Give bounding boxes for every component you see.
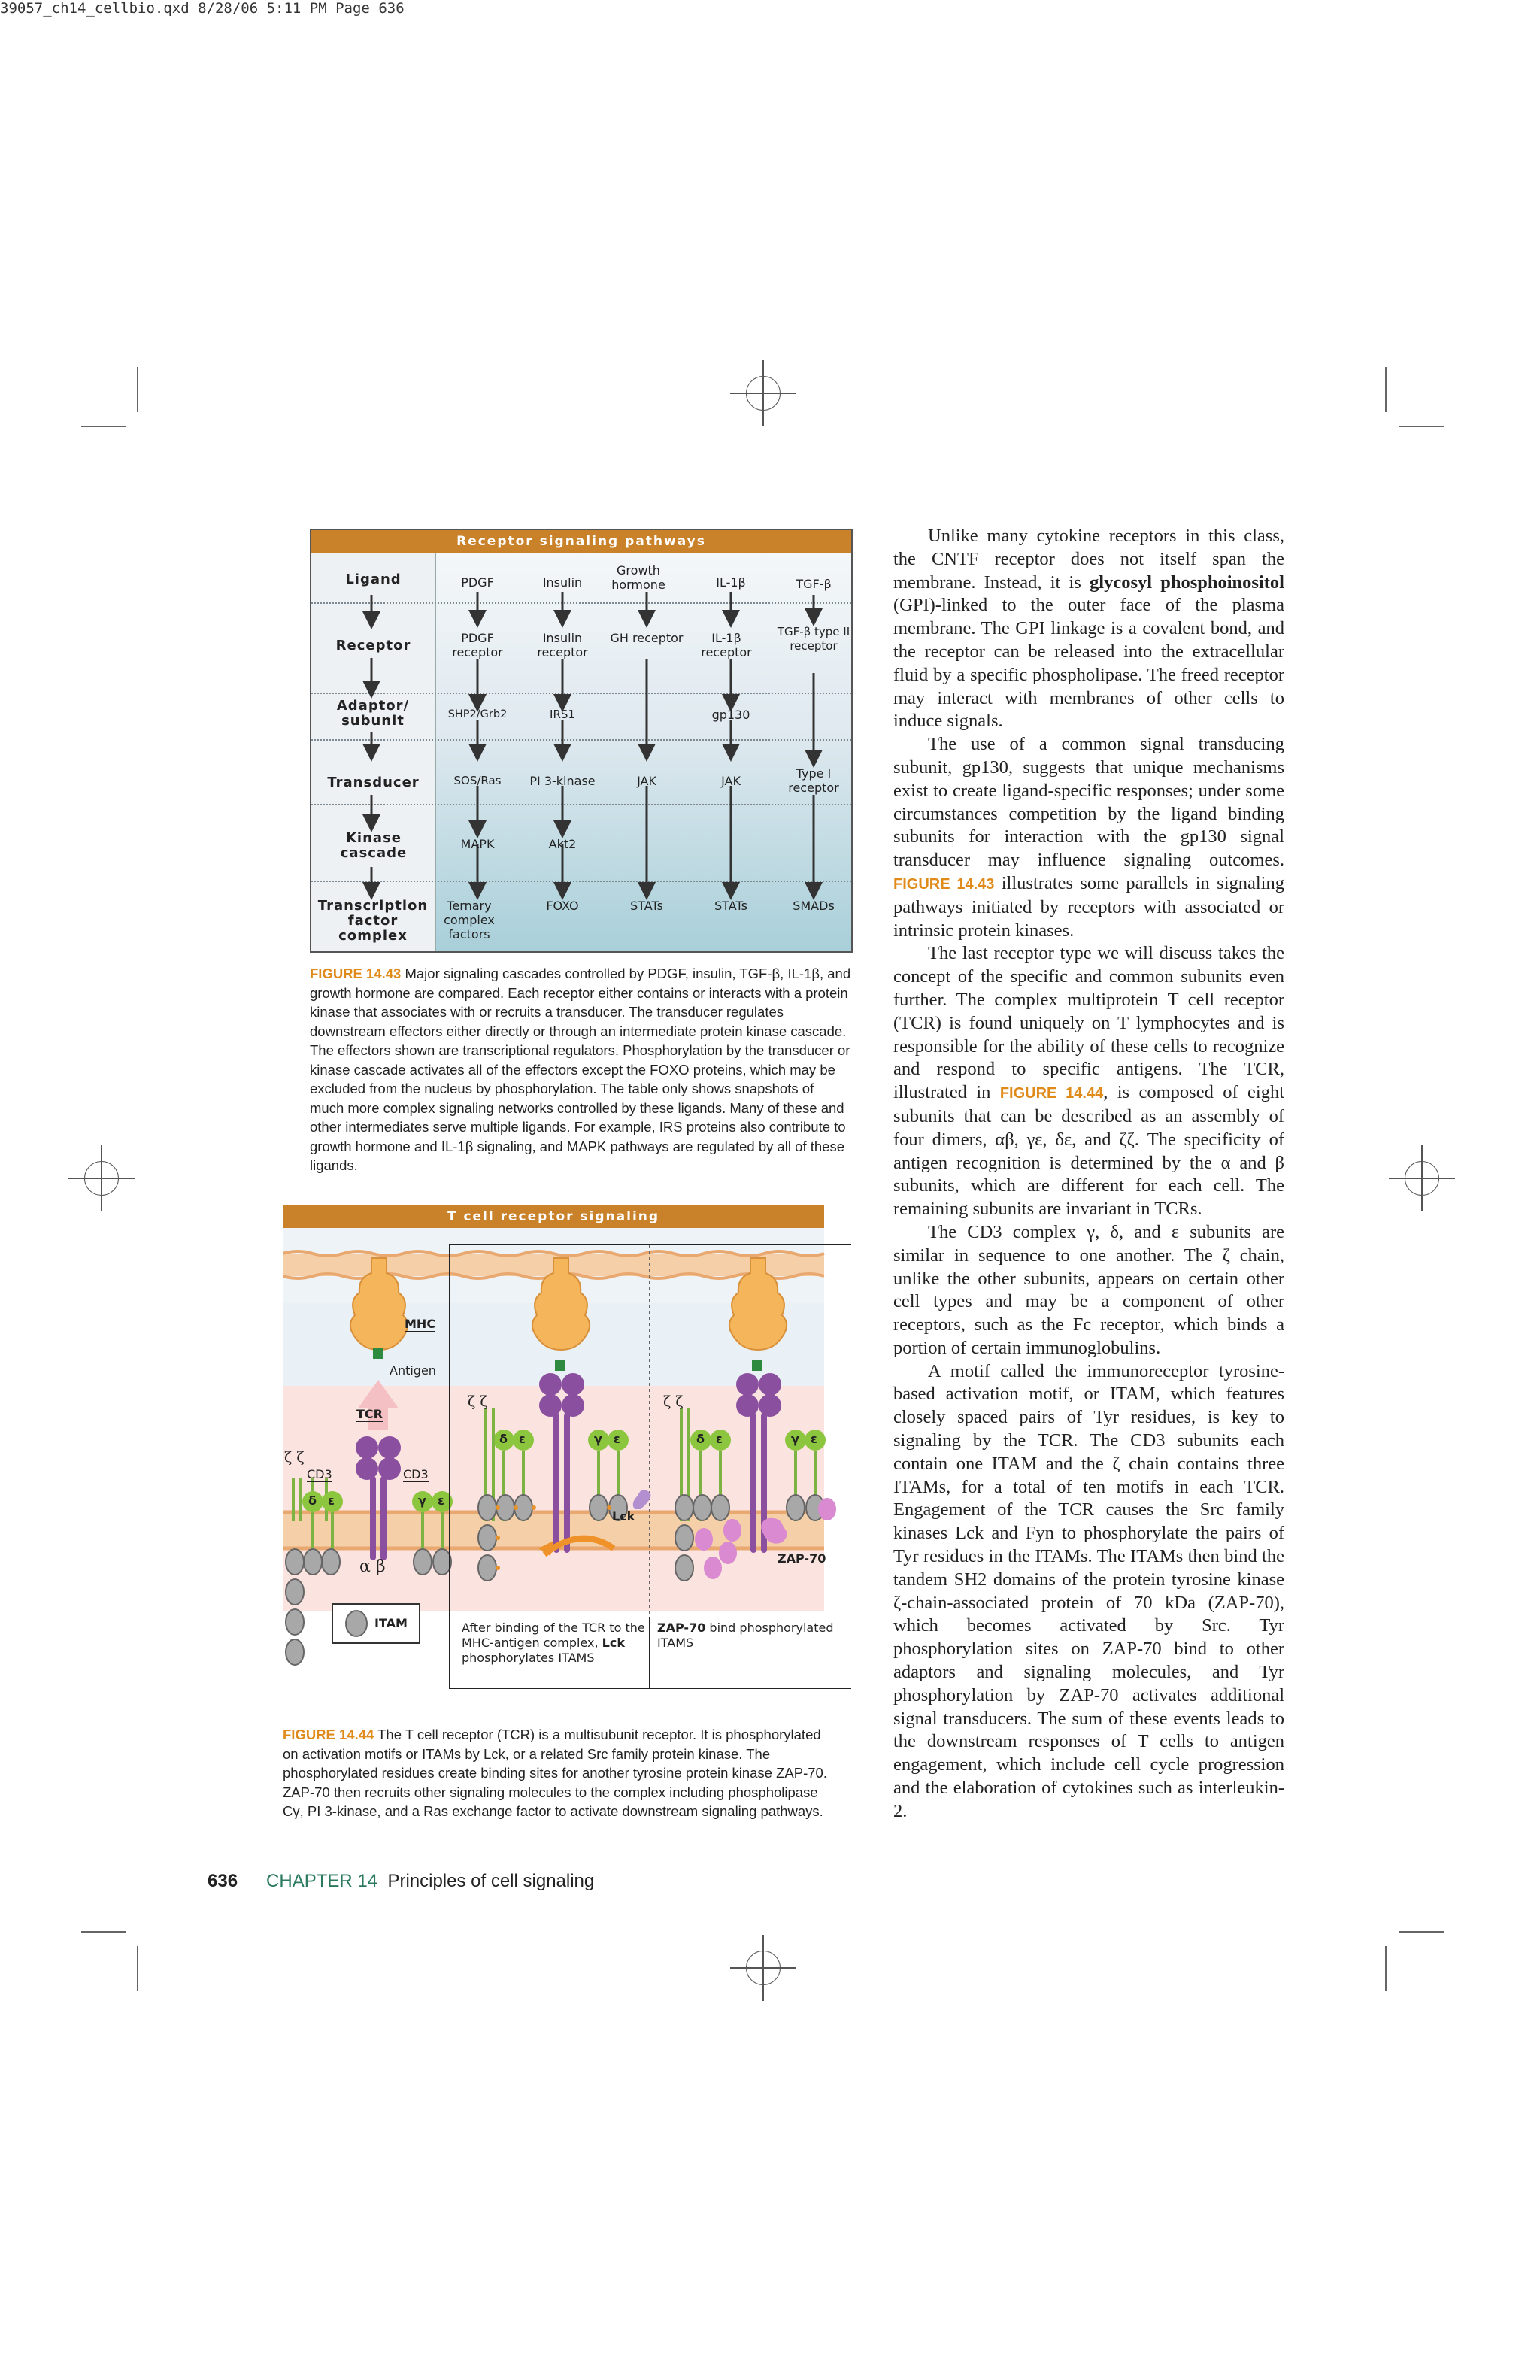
tf-il1b: STATs (714, 899, 747, 913)
trim-mark (81, 426, 126, 427)
tcr-diagram (283, 1205, 851, 1690)
delta-label: δ (696, 1432, 705, 1446)
transducer-insulin: PI 3-kinase (529, 774, 596, 788)
cd3-left-label: CD3 (307, 1467, 332, 1481)
delta-label: δ (308, 1493, 317, 1508)
trim-mark (137, 367, 138, 412)
paragraph: Unlike many cytokine receptors in this class, the CNTF receptor does not itself span the membrane. Instead, it is glycosyl phosphoinositol (GPI)-linked to the outer face of the plasma membrane. The GPI linkage is a covalent bond, and the receptor can be released into the extracellular fluid by a specific phospholipase. The freed receptor may interact with membranes of other cells to induce signals. (893, 526, 1284, 732)
trim-mark (81, 1931, 126, 1933)
caption-text: Major signaling cascades controlled by PDGF, insulin, TGF-β, IL-1β, and growth hormone are compared. Each receptor either contains or interacts with a protein kinase that associates with or recruits a transducer. The transducer regulates downstream effectors either directly or through an intermediate protein kinase cascade. The effectors shown are transcriptional regulators. Phosphorylation by the transducer or kinase cascade activates all of the effectors except the FOXO proteins, which may be excluded from the nucleus by phosphorylation. The table only shows snapshots of much more complex signaling networks controlled by these ligands. Many of these and other intermediates serve multiple ligands. For example, IRS proteins also contribute to growth hormone and IL-1β signaling, and MAPK pathways are regulated by all of these ligands. (310, 966, 851, 1173)
gamma-label: γ (594, 1432, 602, 1446)
epsilon-label: ε (614, 1432, 620, 1446)
registration-mark (746, 376, 781, 411)
epsilon-label: ε (519, 1432, 526, 1446)
delta-label: δ (499, 1432, 508, 1446)
stage-ligand: Ligand (345, 572, 402, 587)
lck-label: Lck (612, 1509, 635, 1524)
epsilon-label: ε (811, 1432, 817, 1446)
ligand-gh: Growth hormone (611, 563, 665, 592)
panel3-caption: ZAP-70 bind phosphorylated ITAMS (657, 1621, 834, 1650)
mhc-label: MHC (405, 1317, 436, 1331)
kinase-pdgf: MAPK (460, 837, 495, 851)
figure-14-43-caption (310, 964, 851, 1175)
receptor-insulin: Insulin receptor (537, 631, 588, 659)
receptor-gh: GH receptor (610, 631, 684, 645)
epsilon-label: ε (438, 1493, 444, 1508)
file-slug: 39057_ch14_cellbio.qxd 8/28/06 5:11 PM Page 636 (0, 0, 405, 17)
ligand-il1b: IL-1β (716, 575, 746, 590)
epsilon-label: ε (328, 1493, 335, 1508)
tf-gh: STATs (630, 899, 663, 913)
panel2-caption: After binding of the TCR to the MHC-antigen complex, Lck phosphorylates ITAMS (462, 1621, 645, 1665)
page-number: 636 (208, 1871, 238, 1891)
trim-mark (1399, 426, 1444, 427)
transducer-tgfb: Type I receptor (788, 766, 839, 795)
tcr-label: TCR (356, 1407, 383, 1421)
receptor-il1b: IL-1β receptor (701, 631, 752, 659)
paragraph: The last receptor type we will discuss takes the concept of the specific and common subunits even further. The complex multiprotein T cell receptor (TCR) is found uniquely on T lymphocytes and is responsible for the ability of these cells to recognize and respond to specific antigens. The TCR, illustrated in FIGURE 14.44, is composed of eight subunits that can be described as an assembly of four dimers, αβ, γε, δε, and ζζ. The specificity of antigen recognition is determined by the α and β subunits, which are different for each cell. The remaining subunits are invariant in TCRs. (893, 943, 1284, 1220)
gamma-label: γ (418, 1493, 426, 1508)
ligand-pdgf: PDGF (461, 575, 494, 590)
adaptor-il1b: gp130 (711, 708, 750, 722)
figure-14-44-caption (283, 1725, 832, 1821)
figure-14-43-table (310, 529, 853, 953)
zeta-label: ζ ζ (468, 1393, 488, 1410)
stage-receptor: Receptor (335, 638, 411, 653)
caption-label: FIGURE 14.44 (283, 1727, 374, 1742)
caption-label: FIGURE 14.43 (310, 966, 402, 981)
kinase-insulin: Akt2 (548, 837, 577, 851)
itam-label: ITAM (374, 1616, 408, 1630)
page-footer (208, 1871, 594, 1892)
epsilon-label: ε (716, 1432, 723, 1446)
transducer-pdgf: SOS/Ras (453, 774, 502, 787)
paragraph: A motif called the immunoreceptor tyrosine-based activation motif, or ITAM, which features closely spaced pairs of Tyr residues, is key to signaling by the TCR. The CD3 subunits each contain one ITAM and the ζ chain contains three ITAMs, for a total of ten motifs in each TCR. Engagement of the TCR causes the Src family kinases Lck and Fyn to phosphorylate the pairs of Tyr residues in the ITAMs. The ITAMs then bind the tandem SH2 domains of the protein tyrosine kinase ζ-chain-associated protein of 70 kDa (ZAP-70), which becomes activated by Src. Tyr phosphorylation sites on ZAP-70 bind to other adaptors and signaling molecules, and Tyr phosphorylation by ZAP-70 activates additional signal transducers. The sum of these events leads to the downstream responses of T cells to antigen engagement, which include cell cycle progression and the elaboration of cytokines such as interleukin-2. (893, 1360, 1284, 1821)
stage-transducer: Transducer (327, 775, 420, 790)
antigen-label: Antigen (390, 1363, 436, 1378)
chapter-title: Principles of cell signaling (387, 1871, 595, 1891)
trim-mark (1385, 1946, 1387, 1991)
chapter-label: CHAPTER 14 (266, 1871, 378, 1891)
registration-mark (84, 1161, 119, 1196)
ligand-insulin: Insulin (542, 575, 583, 590)
stage-tf: Transcription factor complex (317, 898, 429, 944)
receptor-tgfb: TGF-β type II receptor (777, 625, 850, 653)
transducer-il1b: JAK (721, 774, 741, 788)
body-text-column (893, 525, 1284, 1824)
adaptor-insulin: IRS1 (550, 708, 575, 721)
stage-kinase: Kinase cascade (340, 830, 408, 861)
adaptor-pdgf: SHP2/Grb2 (447, 708, 508, 720)
figure-header: Receptor signaling pathways (311, 530, 851, 553)
gamma-label: γ (791, 1432, 799, 1446)
arrows-layer (311, 530, 851, 951)
paragraph: The CD3 complex γ, δ, and ε subunits are similar in sequence to one another. The ζ chain, unlike the other subunits, appears on certain other cell types and may be a component of other receptors, such as the Fc receptor, which binds a portion of certain immunoglobulins. (893, 1221, 1284, 1358)
figure-reference: FIGURE 14.44 (999, 1085, 1104, 1102)
transducer-gh: JAK (637, 774, 656, 788)
caption-text: The T cell receptor (TCR) is a multisubunit receptor. It is phosphorylated on activation motifs or ITAMs by Lck, or a related Src family protein kinase. The phosphorylated residues create binding sites for another tyrosine protein kinase ZAP-70. ZAP-70 then recruits other signaling molecules to the complex including phospholipase Cγ, PI 3-kinase, and a Ras exchange factor to activate downstream signaling pathways. (283, 1727, 827, 1819)
alpha-beta-label: α β (359, 1557, 386, 1576)
registration-mark (1405, 1161, 1439, 1196)
ligand-tgfb: TGF-β (796, 577, 832, 591)
figure-header: T cell receptor signaling (283, 1205, 824, 1228)
stage-adaptor: Adaptor/ subunit (336, 698, 410, 729)
tf-insulin: FOXO (546, 899, 579, 913)
trim-mark (1399, 1931, 1444, 1933)
zeta-label: ζ ζ (284, 1449, 305, 1466)
trim-mark (137, 1946, 138, 1991)
tf-pdgf: Ternary complex factors (444, 899, 495, 941)
registration-mark (746, 1951, 781, 1985)
tf-tgfb: SMADs (793, 899, 835, 913)
figure-reference: FIGURE 14.43 (893, 875, 995, 893)
zeta-label: ζ ζ (663, 1393, 684, 1410)
trim-mark (1385, 367, 1387, 412)
zap70-label: ZAP-70 (778, 1551, 826, 1566)
figure-14-44-diagram (283, 1205, 851, 1690)
paragraph: The use of a common signal transducing subunit, gp130, suggests that unique mechanisms exist to create ligand-specific responses; under some circumstances competition by the ligand binding subunits for interaction with the gp130 signal transducer may influence signaling outcomes. FIGURE 14.43 illustrates some parallels in signaling pathways initiated by receptors with associated or intrinsic protein kinases. (893, 734, 1284, 941)
cd3-right-label: CD3 (403, 1467, 429, 1481)
receptor-pdgf: PDGF receptor (452, 631, 503, 659)
